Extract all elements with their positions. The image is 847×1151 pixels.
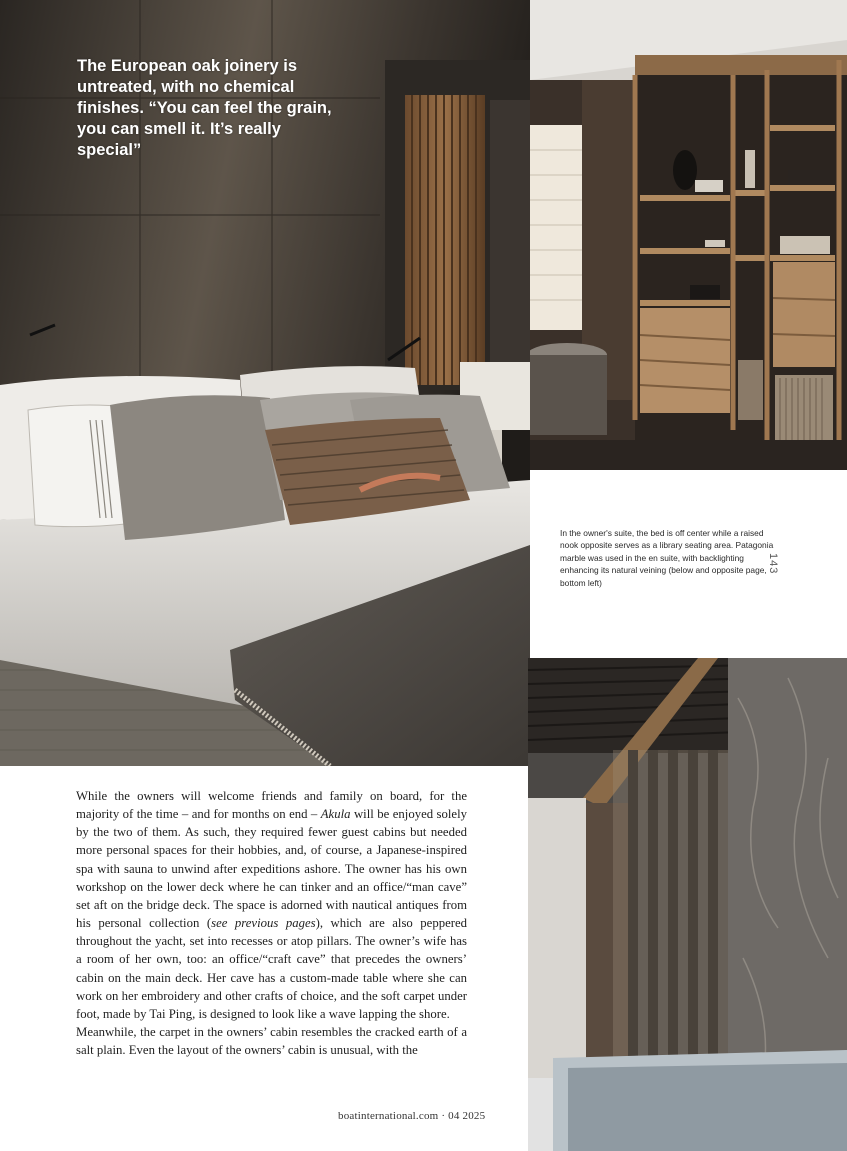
page-number: 143: [767, 553, 779, 575]
body-paragraph: [76, 787, 467, 1023]
body-text-segment: ), which are also peppered throughout the yacht, set into recesses or atop pillars. The owner’s wife has a room of her own, too: an office/“craft cave” that precedes the owners’ cabin on the main deck. Her cave has a custom-made table where she can work on her embroidery and other crafts of choice, and the soft carpet under foot, made by Tai Ping, is designed to look like a wave lapping the shore.: [76, 916, 468, 1021]
en-suite-spa-photo: [528, 658, 847, 1151]
photo-caption: In the owner's suite, the bed is off center while a raised nook opposite serves as a library seating area. Patagonia marble was used in the en suite, with backlighting enhancing its natural veining (below and opposite page, bottom left): [560, 528, 774, 588]
library-nook-photo: [530, 0, 847, 480]
cross-reference: see previous pages: [211, 916, 316, 931]
body-text-segment: will be enjoyed solely by the two of them. As such, they required fewer guest cabins but needed more personal spaces for their hobbies, and, of course, a Japanese-inspired spa with sauna to unwind after expeditions ashore. The owner has his own workshop on the lower deck where he can tinker and an office/“man cave” set aft on the bridge deck. The space is adorned with nautical antiques from his personal collection (: [76, 807, 468, 931]
yacht-name: Akula: [320, 807, 351, 822]
pull-quote: The European oak joinery is untreated, with no chemical finishes. “You can feel the grain, you can smell it. It’s really special”: [77, 57, 332, 159]
article-body: [76, 787, 467, 1059]
body-paragraph: Meanwhile, the carpet in the owners’ cabin resembles the cracked earth of a salt plain. Even the layout of the owners’ cabin is unusual, with the: [76, 1025, 467, 1058]
folio: boatinternational.com · 04 2025: [338, 1110, 486, 1122]
body-text-segment: While the owners will welcome friends and family on board, for the majority of the time – and for months on end –: [76, 789, 467, 822]
